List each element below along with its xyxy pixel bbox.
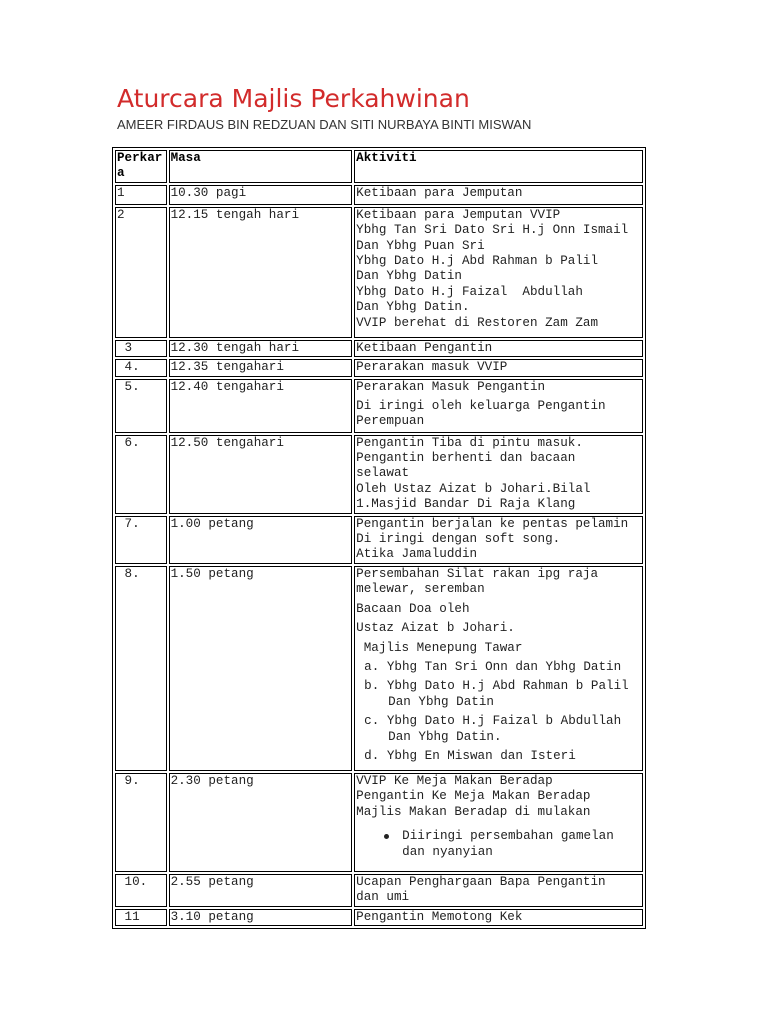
cell-masa: 12.35 tengahari bbox=[169, 359, 353, 376]
cell-perkara: 10. bbox=[115, 874, 167, 907]
aktiviti-line: Pengantin Memotong Kek bbox=[356, 909, 523, 924]
aktiviti-line: 1.Masjid Bandar Di Raja Klang bbox=[356, 497, 576, 512]
table-row bbox=[115, 909, 643, 926]
cell-masa: 12.15 tengah hari bbox=[169, 207, 353, 338]
aktiviti-line: Persembahan Silat rakan ipg raja bbox=[356, 566, 598, 581]
list-item bbox=[356, 679, 641, 710]
aktiviti-line: Pengantin berhenti dan bacaan bbox=[356, 451, 576, 466]
cell-aktiviti bbox=[354, 566, 643, 771]
aktiviti-line: Ketibaan Pengantin bbox=[356, 340, 493, 355]
cell-aktiviti bbox=[354, 909, 643, 926]
cell-masa: 12.50 tengahari bbox=[169, 435, 353, 514]
aktiviti-line: Pengantin Tiba di pintu masuk. bbox=[356, 435, 583, 450]
aktiviti-line: Ybhg Dato H.j Faizal Abdullah bbox=[356, 284, 583, 299]
list-marker: b. bbox=[364, 679, 380, 694]
page-subtitle: AMEER FIRDAUS BIN REDZUAN DAN SITI NURBAYA BINTI MISWAN bbox=[117, 117, 532, 132]
cell-masa: 2.55 petang bbox=[169, 874, 353, 907]
cell-aktiviti bbox=[354, 516, 643, 564]
list-text: Ybhg En Miswan dan Isteri bbox=[386, 748, 576, 763]
table-row bbox=[115, 874, 643, 907]
aktiviti-line: selawat bbox=[356, 466, 410, 481]
list-space bbox=[379, 714, 387, 728]
aktiviti-line: Bacaan Doa oleh bbox=[356, 601, 470, 616]
aktiviti-line: Dan Ybhg Datin bbox=[356, 269, 462, 284]
aktiviti-line: dan umi bbox=[356, 890, 410, 905]
cell-masa: 10.30 pagi bbox=[169, 185, 353, 205]
cell-perkara: 11 bbox=[115, 909, 167, 926]
cell-masa: 1.50 petang bbox=[169, 566, 353, 771]
table-row bbox=[115, 359, 643, 376]
aktiviti-line: Perarakan masuk VVIP bbox=[356, 360, 508, 375]
aktiviti-line: Ketibaan para Jemputan bbox=[356, 185, 523, 200]
list-space bbox=[379, 660, 387, 674]
schedule-table bbox=[112, 147, 646, 929]
cell-masa: 12.30 tengah hari bbox=[169, 340, 353, 357]
aktiviti-line: Pengantin Ke Meja Makan Beradap bbox=[356, 789, 591, 804]
cell-aktiviti bbox=[354, 207, 643, 338]
cell-aktiviti bbox=[354, 185, 643, 205]
bullet-text: Diiringi persembahan gamelan dan nyanyian bbox=[402, 829, 614, 859]
cell-aktiviti bbox=[354, 340, 643, 357]
list-marker: d. bbox=[364, 748, 380, 763]
header-perkara bbox=[115, 150, 167, 183]
list-text: Ybhg Dato H.j Faizal b Abdullah bbox=[386, 714, 622, 729]
cell-masa: 1.00 petang bbox=[169, 516, 353, 564]
aktiviti-line: Majlis Makan Beradap di mulakan bbox=[356, 804, 591, 819]
header-perkara-line1: Perkar bbox=[117, 151, 163, 165]
aktiviti-line: Majlis Menepung Tawar bbox=[356, 640, 523, 655]
cell-perkara: 4. bbox=[115, 359, 167, 376]
cell-aktiviti bbox=[354, 359, 643, 376]
page-title: Aturcara Majlis Perkahwinan bbox=[117, 84, 470, 113]
header-perkara-line2: a bbox=[117, 166, 125, 181]
table-row bbox=[115, 516, 643, 564]
table-row bbox=[115, 207, 643, 338]
aktiviti-line: Dan Ybhg Datin. bbox=[356, 300, 470, 315]
table-row bbox=[115, 340, 643, 357]
list-space bbox=[379, 749, 387, 763]
aktiviti-line: Atika Jamaluddin bbox=[356, 547, 478, 562]
table-row bbox=[115, 773, 643, 872]
cell-perkara: 9. bbox=[115, 773, 167, 872]
aktiviti-line: Perarakan Masuk Pengantin bbox=[356, 379, 546, 394]
list-text-continued: Dan Ybhg Datin bbox=[388, 694, 494, 709]
cell-aktiviti bbox=[354, 435, 643, 514]
cell-masa: 12.40 tengahari bbox=[169, 379, 353, 433]
cell-perkara: 3 bbox=[115, 340, 167, 357]
cell-perkara: 5. bbox=[115, 379, 167, 433]
cell-masa: 2.30 petang bbox=[169, 773, 353, 872]
list-item bbox=[356, 714, 641, 745]
cell-perkara: 1 bbox=[115, 185, 167, 205]
aktiviti-line: VVIP berehat di Restoren Zam Zam bbox=[356, 315, 598, 330]
cell-perkara: 6. bbox=[115, 435, 167, 514]
aktiviti-line: Ucapan Penghargaan Bapa Pengantin bbox=[356, 874, 606, 889]
aktiviti-line: Di iringi dengan soft song. bbox=[356, 532, 561, 547]
cell-perkara: 7. bbox=[115, 516, 167, 564]
aktiviti-line: Oleh Ustaz Aizat b Johari.Bilal bbox=[356, 481, 591, 496]
list-marker: a. bbox=[364, 659, 380, 674]
cell-perkara: 8. bbox=[115, 566, 167, 771]
table-row bbox=[115, 435, 643, 514]
aktiviti-line: VVIP Ke Meja Makan Beradap bbox=[356, 773, 553, 788]
aktiviti-line: Ybhg Dato H.j Abd Rahman b Palil bbox=[356, 254, 598, 269]
aktiviti-line: Perempuan bbox=[356, 414, 425, 429]
list-item bbox=[356, 660, 641, 675]
header-aktiviti: Aktiviti bbox=[354, 150, 643, 183]
list-marker: c. bbox=[364, 714, 380, 729]
list-text-continued: Dan Ybhg Datin. bbox=[388, 729, 502, 744]
aktiviti-line: Pengantin berjalan ke pentas pelamin bbox=[356, 516, 629, 531]
bullet-item bbox=[356, 829, 641, 860]
aktiviti-line: Dan Ybhg Puan Sri bbox=[356, 238, 485, 253]
cell-perkara: 2 bbox=[115, 207, 167, 338]
table-row bbox=[115, 566, 643, 771]
aktiviti-line: Di iringi oleh keluarga Pengantin bbox=[356, 399, 606, 414]
cell-aktiviti bbox=[354, 874, 643, 907]
table-row bbox=[115, 185, 643, 205]
cell-aktiviti bbox=[354, 773, 643, 872]
list-text: Ybhg Tan Sri Onn dan Ybhg Datin bbox=[386, 659, 622, 674]
list-text: Ybhg Dato H.j Abd Rahman b Palil bbox=[386, 679, 629, 694]
aktiviti-line: Ustaz Aizat b Johari. bbox=[356, 621, 515, 636]
list-item bbox=[356, 749, 641, 764]
table-row bbox=[115, 379, 643, 433]
header-masa: Masa bbox=[169, 150, 353, 183]
table-header-row bbox=[115, 150, 643, 183]
list-space bbox=[379, 679, 387, 693]
aktiviti-line: Ketibaan para Jemputan VVIP bbox=[356, 207, 561, 222]
aktiviti-line: melewar, seremban bbox=[356, 582, 485, 597]
cell-aktiviti bbox=[354, 379, 643, 433]
cell-masa: 3.10 petang bbox=[169, 909, 353, 926]
aktiviti-line: Ybhg Tan Sri Dato Sri H.j Onn Ismail bbox=[356, 223, 629, 238]
